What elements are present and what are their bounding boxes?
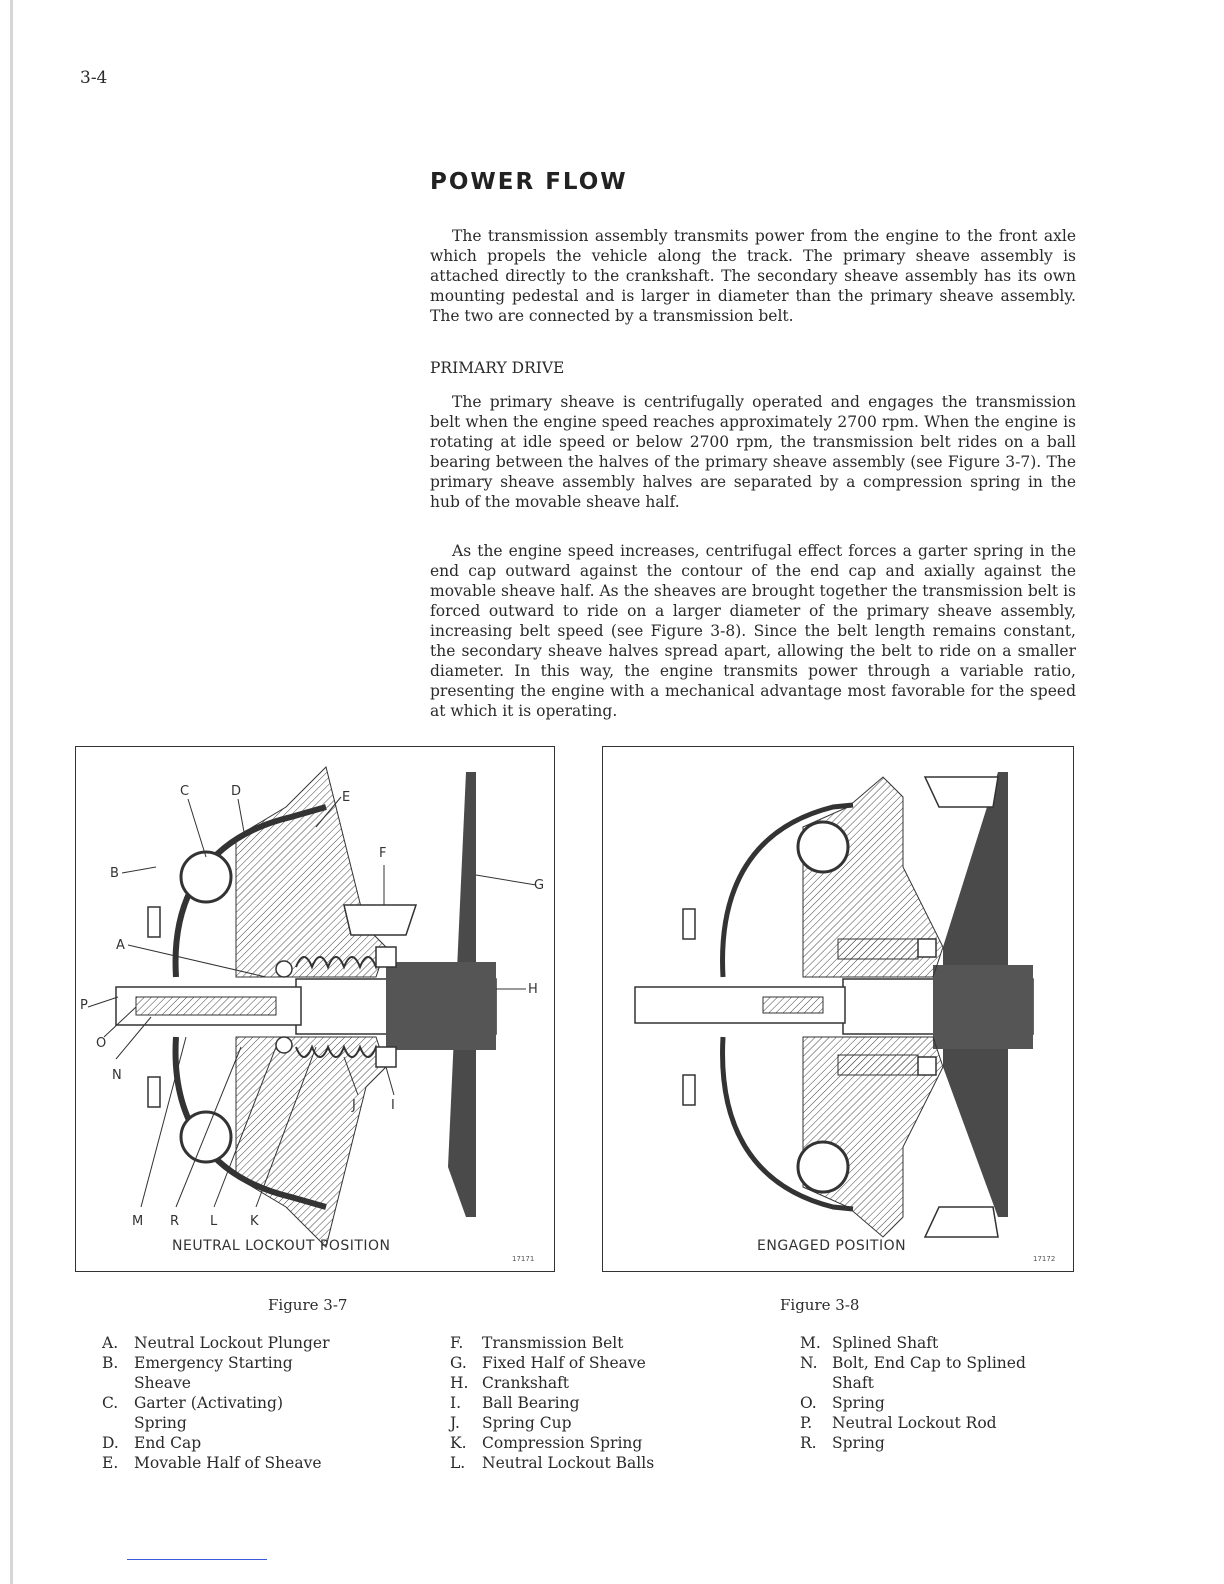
page-number: 3-4: [80, 68, 108, 88]
page-binding-edge: [10, 0, 13, 1584]
section-title: POWER FLOW: [430, 169, 628, 195]
figure-engaged-position: [602, 746, 1074, 1272]
crankshaft-hub: [386, 962, 496, 1050]
svg-text:I: I: [391, 1098, 395, 1113]
legend-item: G. Fixed Half of Sheave: [450, 1354, 646, 1372]
svg-text:E: E: [342, 790, 351, 805]
paragraph-engine-speed: As the engine speed increases, centrifugal effect forces a garter spring in the end cap outward against the contour of the end cap and axially against the movable sheave half. As the sheaves are brought together the transmission belt is forced outward to ride on a larger diameter of the primary sheave assembly, increasing belt speed (see Figure 3-8). Since the belt length remains constant, the secondary sheave halves spread apart, allowing the belt to ride on a smaller diameter. In this way, the engine transmits power through a variable ratio, presenting the engine with a mechanical advantage most favorable for the speed at which it is operating.: [430, 542, 1076, 720]
svg-text:G: G: [534, 878, 545, 893]
svg-text:P: P: [80, 998, 88, 1013]
legend-item: N. Bolt, End Cap to Splined Shaft: [800, 1354, 1026, 1392]
figure-3-7-code: 17171: [512, 1255, 535, 1263]
legend-item: P. Neutral Lockout Rod: [800, 1414, 997, 1432]
svg-text:D: D: [231, 784, 242, 799]
svg-text:R: R: [170, 1214, 180, 1229]
engaged-position-label: ENGAGED POSITION: [757, 1238, 907, 1254]
legend-item: A. Neutral Lockout Plunger: [102, 1334, 330, 1352]
svg-text:O: O: [96, 1036, 107, 1051]
figure-neutral-lockout: [75, 746, 555, 1272]
legend-item: E. Movable Half of Sheave: [102, 1454, 322, 1472]
neutral-lockout-label: NEUTRAL LOCKOUT POSITION: [172, 1238, 391, 1254]
legend-item: D. End Cap: [102, 1434, 202, 1452]
legend-item: J. Spring Cup: [450, 1414, 572, 1432]
legend-column-3: [800, 1333, 1062, 1453]
legend-item: O. Spring: [800, 1394, 885, 1412]
svg-text:C: C: [180, 784, 190, 799]
neutral-lockout-diagram: [76, 747, 554, 1271]
legend-item: H. Crankshaft: [450, 1374, 570, 1392]
svg-text:B: B: [110, 866, 119, 881]
paragraph-primary-sheave: The primary sheave is centrifugally operated and engages the transmission belt when the engine speed reaches approximately 2700 rpm. When the engine is rotating at idle speed or below 2700 rpm, the transmission belt rides on a ball bearing between the halves of the primary sheave assembly (see Figure 3-7). The primary sheave assembly halves are separated by a compression spring in the hub of the movable sheave half.: [430, 393, 1076, 511]
legend-column-2: [450, 1333, 702, 1473]
legend-item: F. Transmission Belt: [450, 1334, 624, 1352]
svg-text:H: H: [528, 982, 538, 997]
svg-text:J: J: [352, 1098, 356, 1113]
movable-sheave-upper: [236, 767, 386, 977]
garter-spring-upper: [181, 852, 231, 902]
legend-item: B. Emergency Starting Sheave: [102, 1354, 293, 1392]
legend-item: K. Compression Spring: [450, 1434, 643, 1452]
figure-3-7-caption: Figure 3-7: [268, 1296, 348, 1314]
legend-item: C. Garter (Activating) Spring: [102, 1394, 284, 1432]
svg-text:A: A: [116, 938, 125, 953]
garter-spring-lower: [181, 1112, 231, 1162]
footer-rule: [127, 1559, 267, 1560]
engaged-position-diagram: [603, 747, 1073, 1271]
svg-text:K: K: [250, 1214, 259, 1229]
legend-item: R. Spring: [800, 1434, 885, 1452]
legend-item: L. Neutral Lockout Balls: [450, 1454, 655, 1472]
transmission-belt: [344, 905, 416, 935]
intro-paragraph: The transmission assembly transmits power from the engine to the front axle which propels the vehicle along the track. The primary sheave assembly is attached directly to the crankshaft. The secondary sheave assembly has its own mounting pedestal and is larger in diameter than the primary sheave assembly. The two are connected by a transmission belt.: [430, 227, 1076, 325]
figure-3-8-code: 17172: [1033, 1255, 1056, 1263]
legend-column-1: [102, 1333, 354, 1473]
legend-item: I. Ball Bearing: [450, 1394, 580, 1412]
svg-text:F: F: [379, 846, 387, 861]
svg-text:L: L: [210, 1214, 218, 1229]
svg-text:M: M: [132, 1214, 144, 1229]
legend-item: M. Splined Shaft: [800, 1334, 939, 1352]
lockout-rod: [136, 997, 276, 1015]
subheading-primary-drive: PRIMARY DRIVE: [430, 359, 565, 377]
figure-3-8-caption: Figure 3-8: [780, 1296, 860, 1314]
svg-text:N: N: [112, 1068, 122, 1083]
